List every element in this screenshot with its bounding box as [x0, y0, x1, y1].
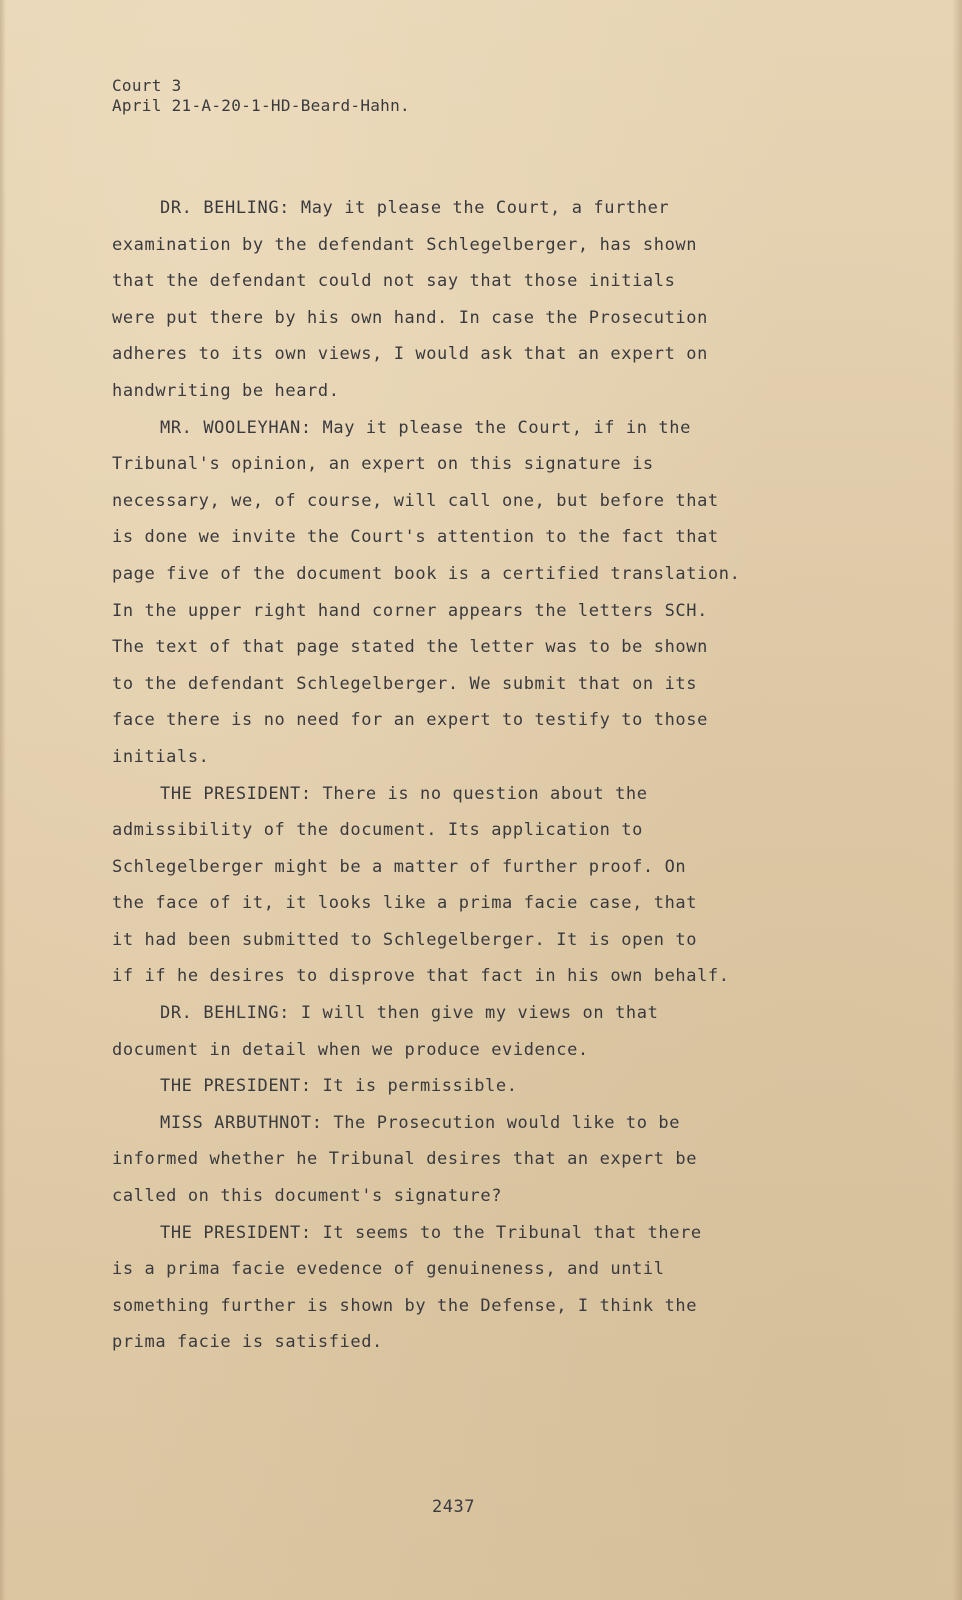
transcript-line: is a prima facie evedence of genuineness, and until: [112, 1259, 665, 1280]
transcript-line: examination by the defendant Schlegelberger, has shown: [112, 234, 698, 255]
transcript-line: Tribunal's opinion, an expert on this signature is: [112, 454, 654, 475]
transcript-line: MISS ARBUTHNOT: The Prosecution would like to be: [160, 1112, 681, 1133]
transcript-line: informed whether he Tribunal desires that an expert be: [112, 1149, 698, 1170]
transcript-line: prima facie is satisfied.: [112, 1332, 383, 1353]
transcript-line: handwriting be heard.: [112, 380, 340, 401]
transcript-paragraph: [112, 1215, 832, 1361]
paper-edge-left: [0, 0, 6, 1600]
court-label: Court 3: [112, 76, 182, 95]
transcript-line: page five of the document book is a certified translation.: [112, 563, 741, 584]
transcript-line: The text of that page stated the letter was to be shown: [112, 637, 708, 658]
transcript-paragraph: [112, 776, 832, 996]
transcript-line: were put there by his own hand. In case the Prosecution: [112, 307, 708, 328]
transcript-line: DR. BEHLING: May it please the Court, a further: [160, 198, 670, 218]
transcript-paragraph: [112, 190, 832, 410]
transcript-line: MR. WOOLEYHAN: May it please the Court, if in the: [160, 417, 691, 438]
transcript-line: if if he desires to disprove that fact in his own behalf.: [112, 966, 730, 987]
transcript-paragraph: [112, 1068, 832, 1105]
transcript-line: that the defendant could not say that those initials: [112, 271, 676, 292]
transcript-line: initials.: [112, 746, 210, 767]
transcript-line: necessary, we, of course, will call one, but before that: [112, 490, 719, 511]
transcript-line: Schlegelberger might be a matter of further proof. On: [112, 856, 687, 877]
paper-edge-right: [952, 0, 962, 1600]
transcript-body: [112, 190, 832, 1361]
transcript-paragraph: [112, 410, 832, 776]
transcript-line: admissibility of the document. Its application to: [112, 820, 643, 841]
transcript-line: THE PRESIDENT: It seems to the Tribunal that there: [160, 1222, 702, 1243]
transcript-line: DR. BEHLING: I will then give my views on that: [160, 1003, 659, 1024]
transcript-line: document in detail when we produce evidence.: [112, 1039, 589, 1060]
page-number: 2437: [432, 1497, 475, 1517]
transcript-paragraph: [112, 995, 832, 1068]
transcript-line: it had been submitted to Schlegelberger. It is open to: [112, 929, 698, 950]
transcript-line: In the upper right hand corner appears the letters SCH.: [112, 600, 708, 621]
transcript-paragraph: [112, 1105, 832, 1215]
transcript-line: THE PRESIDENT: There is no question about the: [160, 783, 648, 804]
transcript-line: something further is shown by the Defense, I think the: [112, 1295, 698, 1316]
transcript-line: is done we invite the Court's attention to the fact that: [112, 527, 719, 548]
transcript-line: called on this document's signature?: [112, 1186, 503, 1207]
document-header: [112, 76, 410, 116]
transcript-line: adheres to its own views, I would ask that an expert on: [112, 344, 708, 365]
transcript-line: to the defendant Schlegelberger. We submit that on its: [112, 673, 698, 694]
transcript-line: face there is no need for an expert to testify to those: [112, 710, 708, 731]
session-reference: April 21-A-20-1-HD-Beard-Hahn.: [112, 96, 410, 115]
transcript-line: the face of it, it looks like a prima facie case, that: [112, 893, 698, 914]
transcript-line: THE PRESIDENT: It is permissible.: [160, 1076, 518, 1097]
